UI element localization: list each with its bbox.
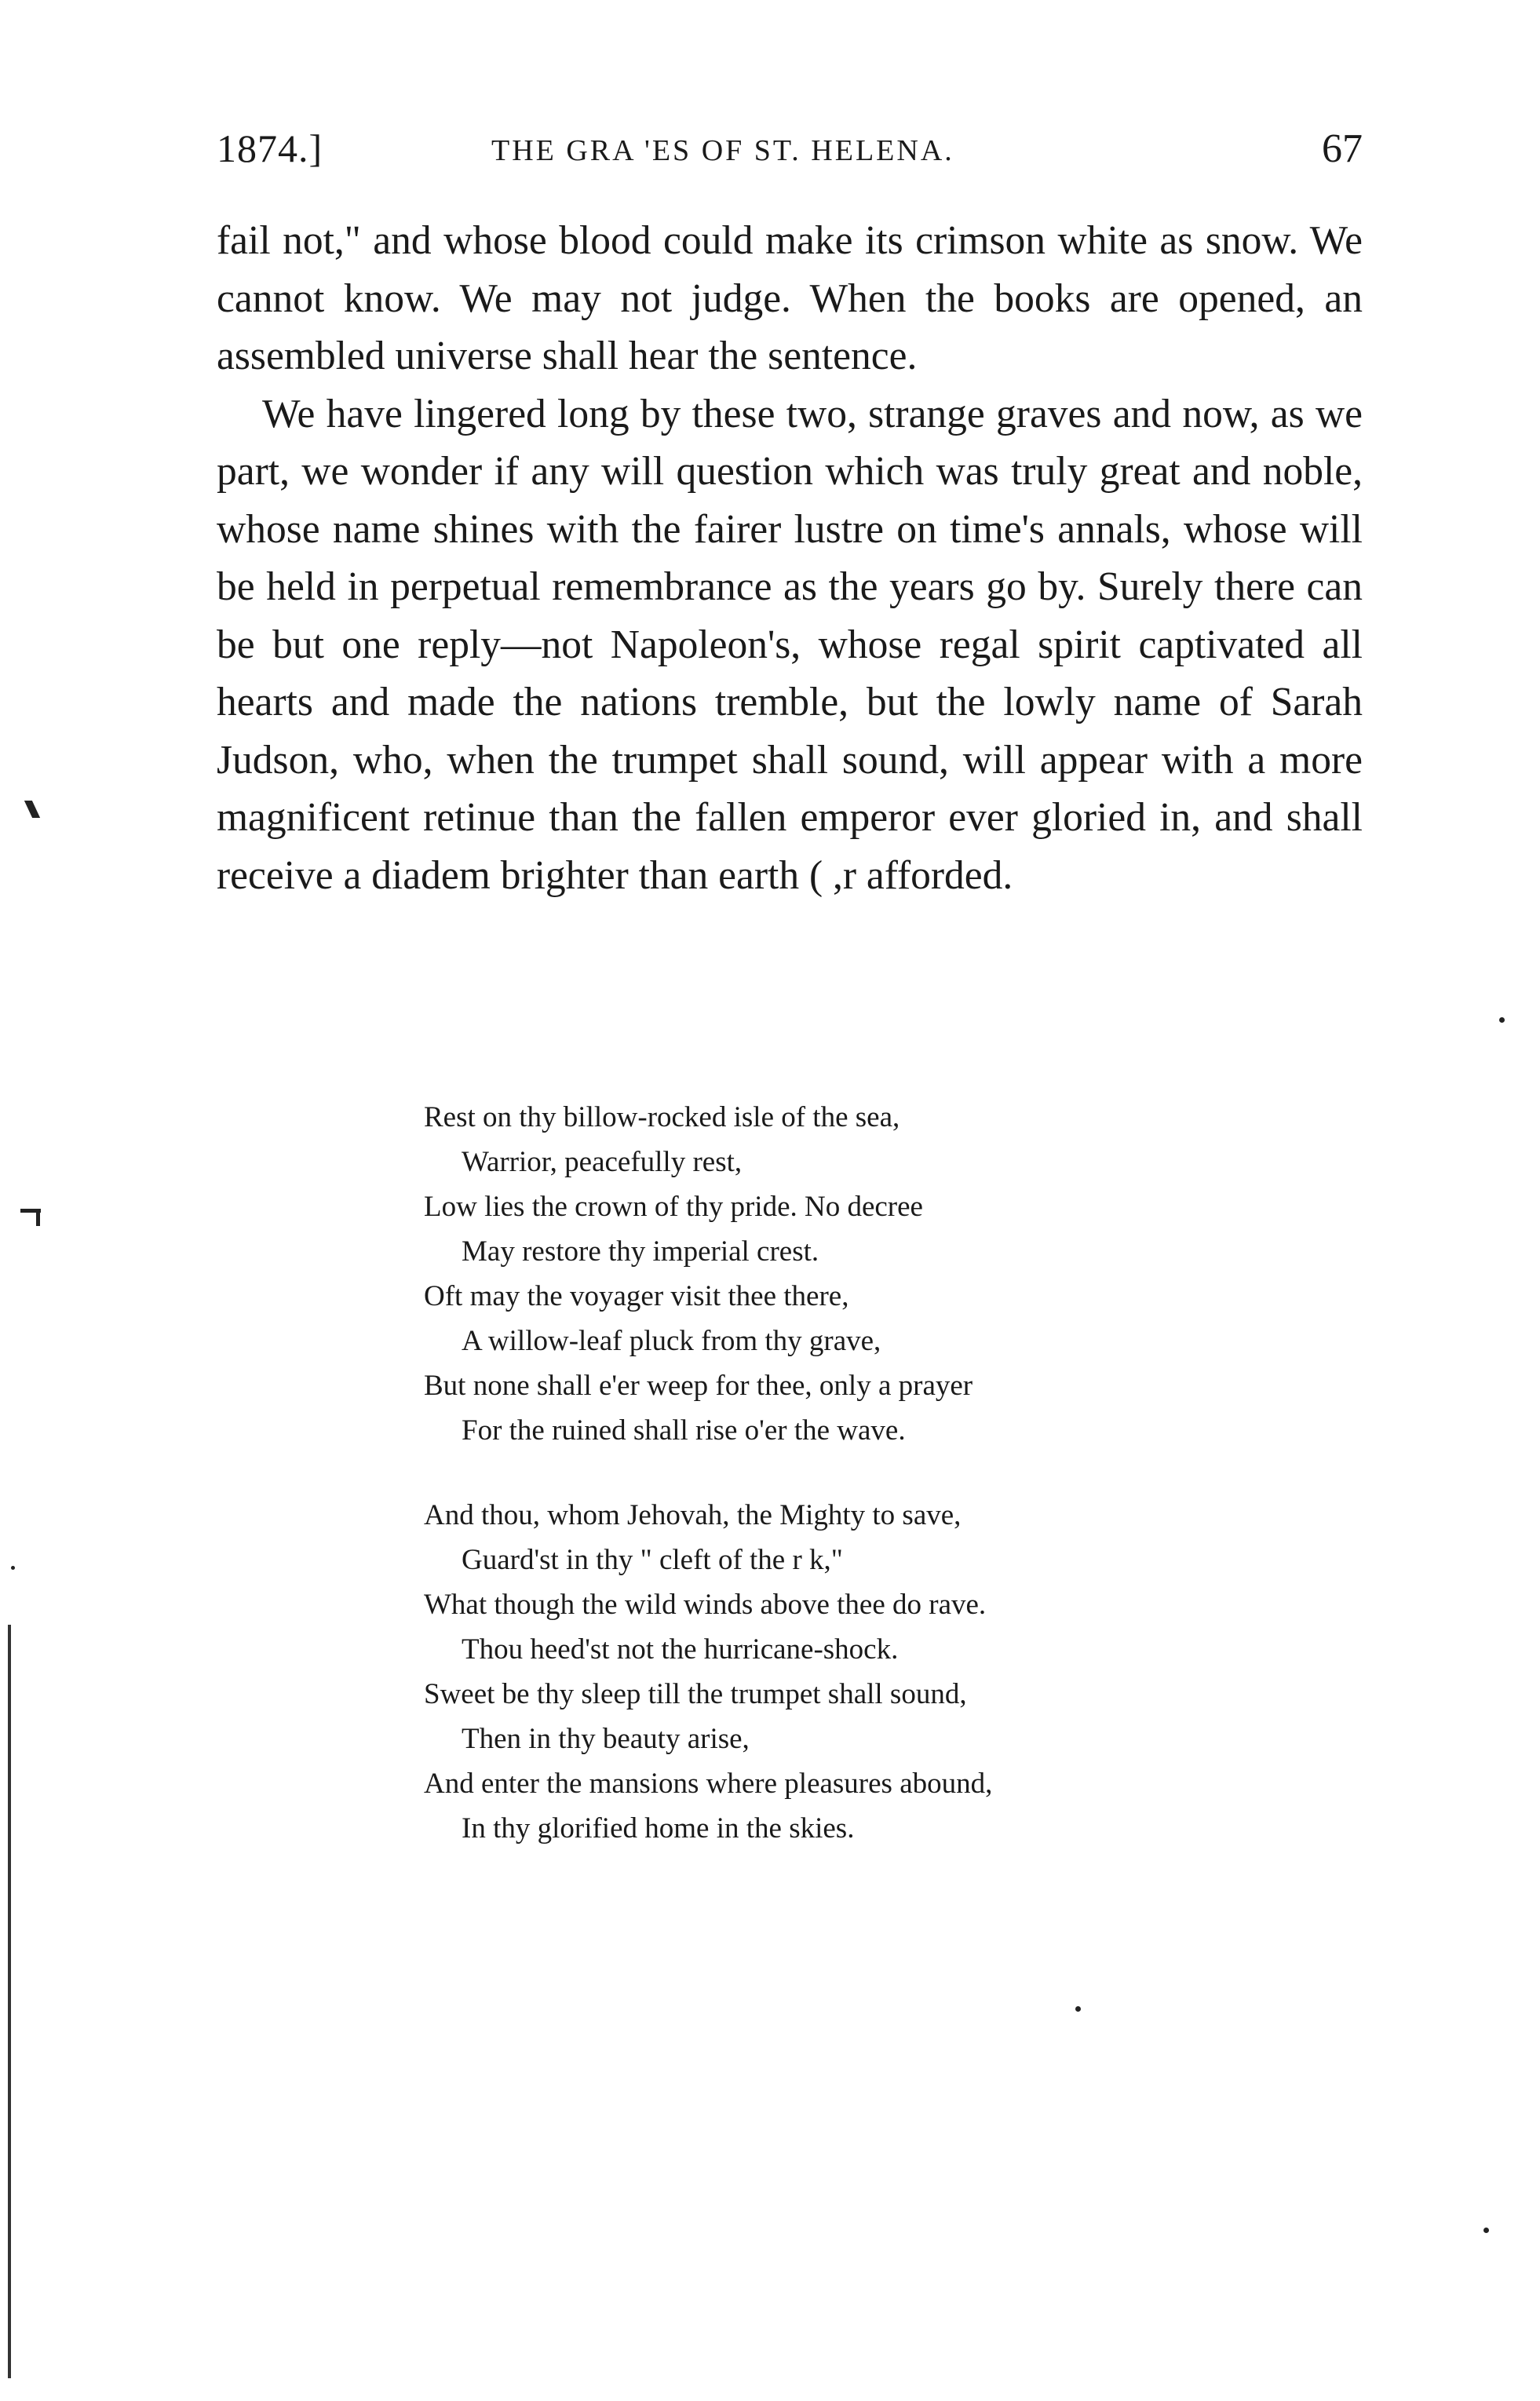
poem-line: Warrior, peacefully rest, xyxy=(462,1146,743,1178)
paragraph-reflection: We have lingered long by these two, strange graves and now, as we part, we wonder if any will question which was truly great and noble, whose name shines with the fairer lustre on time's annals, whose will be held in perpetual remembrance as the years go by. Surely there can be but one reply—not Napoleon's, whose regal spirit captivated all hearts and made the nations tremble, but the lowly name of Sarah Judson, who, when the trumpet shall sound, will appear with a more magnificent retinue than the fallen emperor ever gloried in, and shall receive a diadem brighter than earth ( ,r afforded. xyxy=(217,391,1363,898)
scan-speck xyxy=(1499,1017,1505,1023)
poem-line: Low lies the crown of thy pride. No decree xyxy=(424,1191,923,1223)
scan-speck xyxy=(11,1566,15,1570)
poem-line: May restore thy imperial crest. xyxy=(462,1235,819,1268)
poem-line: Then in thy beauty arise, xyxy=(462,1723,750,1755)
poem-line: And enter the mansions where pleasures abound, xyxy=(424,1768,993,1800)
running-head-title: THE GRA 'ES OF ST. HELENA. xyxy=(491,134,954,167)
prose-body xyxy=(217,212,1363,904)
poem-line: Guard'st in thy " cleft of the r k," xyxy=(462,1544,843,1576)
running-head-year: 1874.] xyxy=(217,126,323,170)
poem-line: What though the wild winds above thee do rave. xyxy=(424,1589,987,1621)
poem-line: Sweet be thy sleep till the trumpet shall sound, xyxy=(424,1678,967,1710)
poem-line: And thou, whom Jehovah, the Mighty to save, xyxy=(424,1499,962,1531)
poem-line: Thou heed'st not the hurricane-shock. xyxy=(462,1633,899,1666)
scan-margin-mark xyxy=(24,801,40,818)
scan-margin-mark xyxy=(36,1209,40,1226)
poem-line: Oft may the voyager visit thee there, xyxy=(424,1280,849,1312)
poem-line: A willow-leaf pluck from thy grave, xyxy=(462,1325,881,1357)
poem-line: In thy glorified home in the skies. xyxy=(462,1812,855,1845)
running-head xyxy=(217,126,1363,181)
poem-line: Rest on thy billow-rocked isle of the sea, xyxy=(424,1101,900,1133)
poem-line: But none shall e'er weep for thee, only a prayer xyxy=(424,1370,973,1402)
poem xyxy=(424,1095,1327,1851)
poem-stanza-1 xyxy=(424,1095,1327,1453)
scan-edge-line xyxy=(8,1625,11,2378)
scan-speck xyxy=(1483,2228,1489,2233)
scan-speck xyxy=(1075,2006,1081,2012)
page-number: 67 xyxy=(1322,126,1363,171)
poem-stanza-2 xyxy=(424,1493,1327,1851)
paragraph-continuation: fail not," and whose blood could make its crimson white as snow. We cannot know. We may not judge. When the books are opened, an assembled universe shall hear the sentence. xyxy=(217,218,1363,378)
poem-line: For the ruined shall rise o'er the wave. xyxy=(462,1414,906,1447)
